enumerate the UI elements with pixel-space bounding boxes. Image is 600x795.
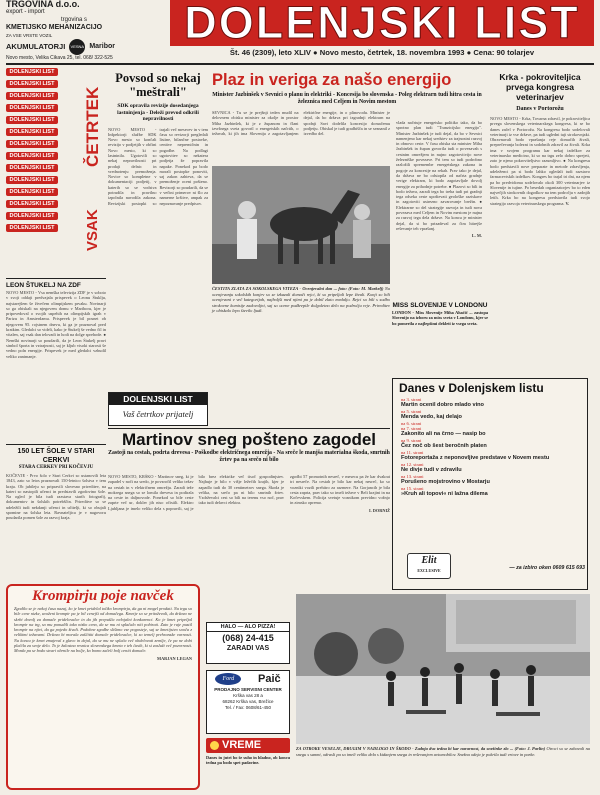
- ad-company: TRGOVINA d.o.o.: [6, 0, 80, 9]
- list-item-page: na 15. strani: [401, 486, 424, 491]
- list-item-page: na 7. strani: [401, 426, 422, 431]
- sun-icon: [210, 741, 219, 750]
- article-title: LEON ŠTUKELJ NA ZDF: [6, 282, 81, 289]
- photo-caption: ZA OTROKE VESELJE, DRUGIM V NADLOGO IN ŠKODO - Zadnja dva tedna bi kar naravnost, da snežinke zlo ... (Foto: J. Pavlin) Otroci so se zabavali na snegu s sanmi, odrasli pa so imeli veliko dela s kidanjem snega in reševanjem avtomobilov. Snežna odeja je pokrila tudi vrtove in parke.: [296, 746, 590, 757]
- list-item-page: na 12. strani: [401, 462, 424, 467]
- article-krompir: [6, 584, 200, 790]
- ad-address: Novo mesto, Velika Cikava 25, tel. 068/ 322-525: [6, 55, 113, 61]
- list-item[interactable]: »Kruh ali topovi« ni lažna dilema: [401, 491, 488, 497]
- ribbon-item: DOLENJSKI LIST: [6, 68, 58, 76]
- article-sign: L. M.: [471, 233, 482, 239]
- divider: [6, 63, 594, 65]
- divider: [6, 444, 106, 445]
- contents-title: Danes v Dolenjskem listu: [399, 381, 544, 395]
- horse-photo: [212, 166, 390, 284]
- list-item-page: na 11. strani: [401, 450, 424, 455]
- list-item-page: na 3. strani: [401, 397, 422, 402]
- ford-advertisement: [206, 670, 290, 734]
- ford-logo: Ford: [215, 673, 241, 685]
- article-body: LONDON - Miss Slovenije Miha Ahačič ... zastopa Slovenijo na izboru za miss sveta v Londonu, kjer se bo pomerila z najlepšimi dekleti iz vsega sveta.: [392, 310, 488, 326]
- list-item-page: na 9. strani: [401, 438, 422, 443]
- article-povsod: [108, 72, 208, 342]
- martinov-body-col: zgodbi 57 promotnih nesreč, v mesecu pa že kar dvakrat tri nesreče. Na cestah je bilo kar nekaj nesreč, ko so vozniki vozili prehitro za razmere. Na Gorjancih je bila cesta zaprta, prav tako so imeli težave v Beli krajini in na Kočevskem. Policija svetuje voznikom previdno vožnjo in zimsko opremo. I. DORNIŽ: [290, 474, 390, 513]
- dl-advertisement: [108, 392, 208, 426]
- ribbon-item: DOLENJSKI LIST: [6, 116, 58, 124]
- ribbon-item: DOLENJSKI LIST: [6, 140, 58, 148]
- ad-line: KMETIJSKO MEHANIZACIJO: [6, 24, 103, 31]
- list-item[interactable]: Martin ocenil dobro mlado vino: [401, 402, 484, 408]
- ribbon-bottom: VSAK: [84, 209, 101, 251]
- weather-text: Danes in jutri bo še suho in hladno, ob koncu tedna pa bodo spet padavine.: [206, 755, 290, 766]
- article-body: NOVO MESTO - Krka, Tovarna zdravil, je pokroviteljica prvega slovenskega veterinarskega kongresa, ki se bo danes začel v Portorožu. Na kongresu bodo sodelovali veterinarji iz vse države, pa tudi ugledni tuji strokovnjaki. Obravnavali bodo vprašanja reje domačih živali, preprečevanja bolezni in sodobnih zdravil za živali. Krka ima v svojem programu kar nekaj izdelkov za veterinarsko medicino, ki so na trgu zelo dobro sprejeti, zato je njeno pokroviteljstvo razumljivo. ● Na kongresu bodo predstavili nove preparate in metode zdravljenja, udeleženci pa si bodo lahko ogledali tudi razstavo farmacevtskih izdelkov. Kongres bo trajal tri dni, na njem pa bo predvidoma sodelovalo okoli 300 veterinarjev iz Slovenije in tujine. Po besedah organizatorjev bo to eden največjih strokovnih dogodkov na tem področju v zadnjih letih. Krka bo na kongresu predstavila tudi svojo strategijo razvoja veterinarskega programa. V.: [490, 116, 590, 206]
- ribbon-item: DOLENJSKI LIST: [6, 164, 58, 172]
- article-body: SEVNICA - Tu se je prejšnji teden mudil na delovnem obisku minister za okolje in prostor Miha Jazbinšek, ki je z županom in člani izvršnega sveta govoril o energetskih načrtih, o težavah, ki jih ima Slovenija z zagotavljanjem električne energije, in o plinovodu. Minister je dejal, da bo država pri izgradnji elektrarn na spodnji Savi dodelila koncesijo domačemu podjetju. Obiskal je tudi gradbišča in se seznanil z izvedbo del.: [212, 110, 390, 137]
- ribbon-item: DOLENJSKI LIST: [6, 152, 58, 160]
- article-title: MISS SLOVENIJE V LONDONU: [392, 302, 488, 309]
- ad-name: Paič: [258, 673, 281, 685]
- article-sign: I. DORNIŽ: [368, 507, 390, 513]
- divider: [108, 428, 390, 429]
- martinov-body: NOVO MESTO, KRŠKO - Martinov sneg, ki je zapadel v noči na sredo, je povzročil veliko težav na cestah in v električnem omrežju. Zaradi teže mokrega snega so se lomila drevesa in podirala na ceste in daljnovode. Ponekod so bile ceste zaprte več ur, dokler jih niso očistili. Elektro Ljubljana je imelo veliko dela s popravili, saj je bilo brez elektrike več tisoč gospodinjstev. Najhuje je bilo v višje ležečih krajih, kjer je zapadlo tudi do 30 centimetrov snega. Škoda je velika, na srečo pa ni bilo smrtnih žrtev. Vzdrževalci cest so bili na terenu vso noč, prav tako tudi delavci elektra.: [108, 474, 284, 511]
- elit-ad-text: — za izbiro oken 0609 615 693: [509, 565, 585, 571]
- caption-text: ČESTITA ZLATA ZA SOKOLSKEGA VITEZA - Ocenjevalni dan ... foto: (Foto: M. Markelj): [212, 286, 384, 291]
- article-title: Krka - pokroviteljica prvega kongresa veterinarjev: [499, 72, 581, 102]
- ad-phone: (068) 24-415: [222, 633, 274, 643]
- list-item[interactable]: Menda vedo, kaj delajo: [401, 414, 462, 420]
- ribbon-item: DOLENJSKI LIST: [6, 92, 58, 100]
- article-body: Zgodilo se je nekaj časa nazaj, ko je kmet pridelal toliko krompirja, da ga ni mogel prodati. Na trgu so bile cene nizke, uvoženi krompir pa je bil cenejši od domačega. Kmetje so se pritoževali, da država ne skrbi dovolj za domače pridelovalce in da jih prepušča nelojalni konkurenci. Ko je kmet pripeljal krompir na trg, so mu ponudili tako nizko ceno, da se mu ni splačalo niti pobirati. Zato je raje pustil krompir na njivi, da ga pojedo živali. Podobne zgodbe slišimo vse pogosteje, saj se kmetijstvo sooča z velikimi težavami. Država bi morala zaščititi domače pridelovalce, ki so temelj prehranske varnosti. Na koncu je kmet zmajeval z glavo in dejal, da se mu ne splača več obdelovati zemlje, če pa ne dobi plačila za svoje delo. To je žalostna resnica slovenskega kmeta v teh časih, ki si zasluži več pozornosti. Morda pa se bodo stvari obrnile na bolje, ko bomo začeli bolj ceniti domače. MARJAN LEGAN: [14, 606, 192, 661]
- article-title: Martinov sneg pošteno zagodel: [121, 430, 377, 449]
- article-body: KOČEVJE - Prvo šolo v Stari Cerkvi so ustanovili leta 1843, zato so letos praznovali 150-letnico šolstva v tem kraju. Ob jubileju so pripravili slovesno prireditev, na kateri so nastopili učenci in predstavili zgodovino šole. Na ogled je bila tudi razstava starih fotografij, dokumentov in šolskih potrebščin. Prireditve so se udeležili tudi nekdanji učenci in učitelji, ki so obujali spomine na šolska leta. Ravnateljica je v nagovoru poudarila pomen šole za razvoj kraja.: [6, 473, 106, 521]
- ad-title: HALO — ALO PIZZA!: [207, 623, 289, 632]
- header-advertisement: [6, 0, 166, 62]
- list-item[interactable]: Ne divje tudi v zdravilu: [401, 467, 462, 473]
- ribbon-item: DOLENJSKI LIST: [6, 80, 58, 88]
- article-subtitle: Danes v Portorožu: [516, 106, 564, 112]
- contents-box: [392, 378, 588, 590]
- article-miss: [392, 302, 488, 374]
- article-sign: MARJAN LEGAN: [157, 655, 192, 661]
- article-body-col: vlada načrtuje energetsko politiko tako, da bo sprotno plan tudi "Tranzicijsko energijo". Minister Jazbinšek je tudi dejal, da bo v Sevnici namenjeno kar nekaj sredstev za trajnostni razvoj in obnovo ceste. V času obiska sta minister Miha Jazbinšek in župan govorila tudi o povezavah s cestnim omrežjem in nujno zagotovitvijo nove železniške povezave. Pri tem so tudi podrobno razložili spremembe energetskega zakona in pogoje za koncesije na rekah. Prav tako je dejal, da država ne bo odstopila od načrta gradnje verige elektrarn, ki bodo zagotavljale dovolj energije za prihodnje potrebe. ● Plazovi so bili in bodo težava, zaradi tega bo treba tudi pri gradnji tega odseka ceste upoštevati geološke raziskave in zagotoviti ustrezno zavarovanje brežin. ● Elektrarne so del strategije razvoja in tudi nova povezava med Celjem in Novim mestom je nujna za razvoj tega dela države. Na koncu je minister dejal, da si bo prizadeval za čim hitrejše reševanje teh vprašanj. L. M.: [396, 120, 482, 239]
- ribbon-item: DOLENJSKI LIST: [6, 176, 58, 184]
- ribbon-column: [6, 68, 58, 273]
- ad-line: 68262 Krška vas, Brežice: [222, 699, 274, 704]
- ad-line: export - import: [6, 9, 45, 15]
- horse-photo-image: [212, 166, 390, 284]
- article-body: NOVO MESTO - Vsa nemška televizija ZDF je v soboto v svoji oddaji predvajala prispevek o Leonu Štuklju, najstarejšem še živečem olimpijskem prvaku. Novinarji so ga obiskali na njegovem domu v Mariboru, kjer je pripovedoval o svojih uspehih na olimpijskih igrah v Parizu in Amsterdamu. Prispevek je bil posnet ob njegovem 95. rojstnem dnevu, ki ga je praznoval pred kratkim. Gledalci so videli, kako je Štukelj še vedno čil in vitalen, saj vsak dan telovadi in hodi na dolge sprehode. ● Nemški novinarji so poudarili, da je Leon Štukelj pravi simbol športa in vztrajnosti, saj je kljub visoki starosti še vedno poln energije. Prispevek je med gledalci vzbudil veliko zanimanje.: [6, 290, 106, 359]
- elit-sub: EXCLUSIVE: [417, 568, 441, 573]
- article-skola: [6, 448, 106, 580]
- weather-box: [206, 738, 290, 790]
- article-title: Povsod so nekaj "meštrali": [115, 71, 201, 99]
- article-title: 150 LET ŠOLE V STARI CERKVI: [17, 448, 95, 464]
- contents-list: [393, 397, 587, 498]
- ad-line: ZA VSE VRSTE VOZIL: [6, 32, 53, 38]
- snow-photo: [296, 594, 590, 744]
- ribbon-item: DOLENJSKI LIST: [6, 188, 58, 196]
- divider: [6, 278, 106, 279]
- list-item[interactable]: Čez noč ob šest beročnih platen: [401, 443, 487, 449]
- ribbon-item: DOLENJSKI LIST: [6, 104, 58, 112]
- caption-text: ZA OTROKE VESELJE, DRUGIM V NADLOGO IN ŠKODO - Zadnja dva tedna bi kar naravnost, da snežinke zlo ... (Foto: J. Pavlin): [296, 746, 546, 751]
- photo-caption: ČESTITA ZLATA ZA SOKOLSKEGA VITEZA - Ocenjevalni dan ... foto: (Foto: M. Markelj) Na ocenjevanju sokolskih konjev so se izkazali domači rejci, ki so pripeljali lepe živali. Konji so bili ocenjevani v več kategorijah, najboljši med njimi pa je dobil zlato medaljo. Rejci so bili s sodbo strokovne komisije zadovoljni, saj so ocene podkrepile dolgoletno delo na področju reje. Prireditev je obiskalo lepo število ljudi.: [212, 286, 390, 313]
- ribbon-day: ČETRTEK: [83, 86, 102, 168]
- article-deck: SDK opravila revizije dosedanjega lastninjenja - Deleži prevod odkrili nepravilnosti: [117, 103, 199, 122]
- ribbon-item: DOLENJSKI LIST: [6, 128, 58, 136]
- list-item-page: na 6. strani: [401, 421, 422, 426]
- ad-slogan: Vaš četrtkov prijatelj: [122, 409, 194, 419]
- ad-line: AKUMULATORJI: [6, 42, 66, 52]
- elit-logo: [407, 553, 451, 579]
- halo-advertisement: [206, 622, 290, 664]
- ad-line: Maribor: [89, 43, 115, 51]
- article-lead: LONDON - Miss Slovenije Miha Ahačič ...: [392, 310, 473, 315]
- list-item[interactable]: Porušeno mojstrovino v Mostarju: [401, 479, 490, 485]
- snow-photo-image: [296, 594, 590, 744]
- article-title: Plaz in veriga za našo energijo: [212, 71, 452, 89]
- article-krka: [490, 72, 590, 377]
- ad-line: PRODAJNO SERVISNI CENTER: [214, 687, 282, 692]
- article-title: Krompirju poje navček: [32, 588, 174, 604]
- ribbon-item: DOLENJSKI LIST: [6, 200, 58, 208]
- ad-line: trgovina s: [61, 16, 88, 23]
- list-item[interactable]: Zakonito ali na črno — nasip bo: [401, 431, 486, 437]
- weather-title: [206, 738, 290, 753]
- ad-line: Krška vas 28 a: [233, 693, 263, 698]
- vesna-logo: VESNA: [69, 39, 85, 55]
- article-deck: Minister Jazbinšek v Sevnici o planu in elektriki - Koncesija bo slovenska - Poleg elektrarn tudi hitra cesta in železnica med Celjem in Novim mestom: [212, 92, 482, 105]
- ribbon-item: DOLENJSKI LIST: [6, 212, 58, 220]
- list-item-page: na 5. strani: [401, 409, 422, 414]
- list-item[interactable]: Fotoreportaža z neponovljive predstave v Novem mestu: [401, 455, 550, 461]
- ad-sub: ZARADI VAS: [226, 645, 270, 652]
- ad-title: DOLENJSKI LIST: [109, 393, 207, 405]
- article-body: NOVO MESTO - Inšpektorji službe SDK Novo mesto so končali revizijo v podjetjih v občini Novo mesto, ki so lastninila. Ugotovili so nekaj nepravilnosti pri prodaji delnic in vrednotenju premoženja. Novice so kompletne v dokumentaciji podjetij, v katerih so se vodstva potrudila in pravilno izpolnila navodila zakona. Revizijski postopki so trajali več mesecev in v tem času so revizorji pregledali listine, bilančne postavke, cenitve nepremičnin in pogodbe. Na podlagi ugotovitev so nekatera podjetja že popravila napake. Ponekod pa bodo morali postopke ponoviti, saj zakon zahteva, da se premoženje oceni pošteno. Revizorji so poudarili, da se v večini primerov ni šlo za namerne kršitve, ampak za nepoznavanje predpisov.: [108, 126, 208, 206]
- list-item-page: na 13. strani: [401, 474, 424, 479]
- ad-line: Tel. / Fax: 0608/61-450: [224, 705, 272, 710]
- article-deck: Zastoji na cestah, podrta drevesa - Poškodbe električnega omrežja - Na sreče le manjša materialna škoda, smrtnih žrtev pa na srečo ni bilo: [108, 450, 390, 463]
- masthead-title: DOLENJSKI LIST: [170, 0, 594, 46]
- dateline: Št. 46 (2309), leto XLIV ● Novo mesto, četrtek, 18. novembra 1993 ● Cena: 90 tolarjev: [229, 48, 535, 57]
- elit-brand: Elit: [421, 555, 437, 566]
- weather-title-text: VREME: [222, 739, 262, 751]
- article-leon: [6, 282, 106, 440]
- article-place: STARA CERKEV PRI KOČEVJU: [18, 465, 94, 470]
- ribbon-item: DOLENJSKI LIST: [6, 224, 58, 232]
